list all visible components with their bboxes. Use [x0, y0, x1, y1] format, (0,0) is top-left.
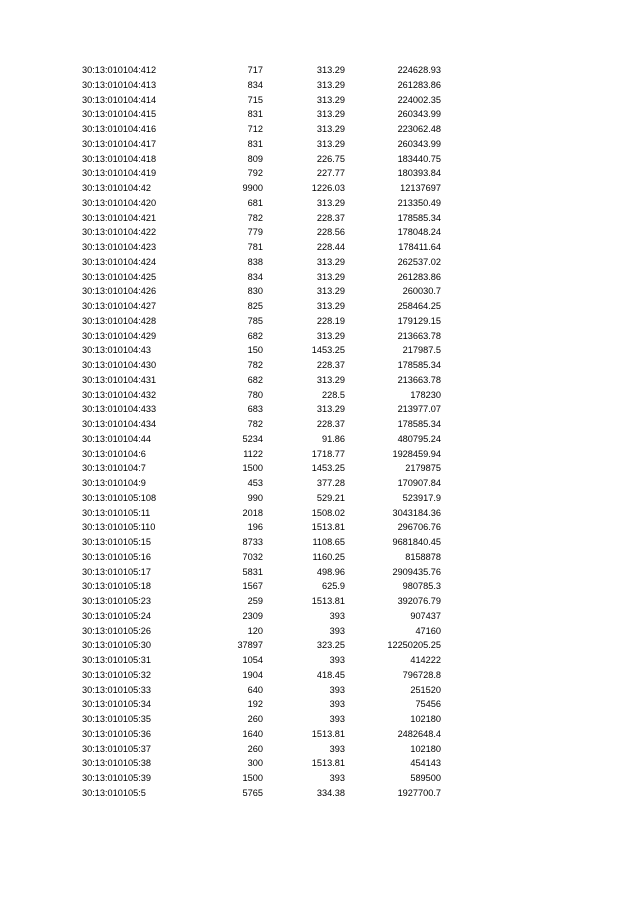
- table-row: [82, 447, 441, 462]
- quantity-cell: 37897: [237, 640, 263, 651]
- amount-cell: 179129.15: [397, 315, 441, 326]
- table-row: [82, 211, 441, 226]
- table-row: [82, 78, 441, 93]
- cadastral-number-cell: 30:13:010104:416: [82, 124, 157, 134]
- quantity-cell: 809: [247, 153, 263, 164]
- table-row: [82, 93, 441, 108]
- rate-cell: 1108.65: [312, 537, 345, 547]
- table-row: [82, 417, 441, 432]
- rate-cell: 313.29: [316, 79, 345, 90]
- quantity-cell: 7032: [242, 551, 263, 562]
- cadastral-number-cell: 30:13:010105:35: [82, 714, 151, 724]
- cadastral-number-cell: 30:13:010105:31: [82, 655, 151, 665]
- amount-cell: 178585.34: [397, 212, 441, 223]
- rate-cell: 313.29: [316, 404, 345, 415]
- amount-cell: 1927700.7: [397, 787, 441, 798]
- amount-cell: 213663.78: [397, 374, 441, 385]
- amount-cell: 102180: [410, 743, 441, 754]
- table-row: [82, 506, 441, 521]
- rate-cell: 1508.02: [311, 507, 345, 518]
- rate-cell: 313.29: [316, 256, 345, 267]
- quantity-cell: 2309: [242, 610, 263, 621]
- quantity-cell: 830: [247, 286, 263, 297]
- quantity-cell: 1567: [242, 581, 263, 592]
- quantity-cell: 831: [247, 138, 263, 149]
- cadastral-number-cell: 30:13:010105:5: [82, 787, 146, 798]
- rate-cell: 418.45: [316, 669, 345, 680]
- quantity-cell: 1640: [242, 728, 263, 739]
- cadastral-number-cell: 30:13:010104:420: [82, 197, 157, 208]
- rate-cell: 313.29: [316, 374, 345, 385]
- cadastral-number-cell: 30:13:010104:433: [82, 404, 157, 415]
- cadastral-number-cell: 30:13:010104:434: [82, 419, 157, 429]
- amount-cell: 589500: [410, 773, 441, 783]
- quantity-cell: 2018: [242, 507, 263, 518]
- quantity-cell: 1500: [242, 463, 263, 474]
- cadastral-number-cell: 30:13:010104:414: [82, 94, 157, 105]
- amount-cell: 392076.79: [397, 596, 441, 606]
- table-row: [82, 712, 441, 727]
- quantity-cell: 682: [247, 374, 263, 385]
- rate-cell: 313.29: [316, 271, 345, 282]
- cadastral-number-cell: 30:13:010105:39: [82, 773, 151, 783]
- rate-cell: 393: [329, 743, 345, 754]
- rate-cell: 529.21: [316, 492, 345, 503]
- quantity-cell: 792: [247, 168, 263, 179]
- cadastral-number-cell: 30:13:010104:7: [82, 463, 146, 474]
- rate-cell: 228.37: [316, 419, 345, 429]
- amount-cell: 183440.75: [397, 153, 441, 164]
- amount-cell: 102180: [410, 714, 441, 724]
- table-row: [82, 461, 441, 476]
- quantity-cell: 5765: [242, 787, 263, 798]
- table-row: [82, 329, 441, 344]
- amount-cell: 2909435.76: [392, 566, 441, 577]
- amount-cell: 178585.34: [397, 419, 441, 429]
- quantity-cell: 260: [247, 743, 263, 754]
- cadastral-number-cell: 30:13:010104:9: [82, 478, 146, 488]
- rate-cell: 498.96: [316, 566, 345, 577]
- cadastral-number-cell: 30:13:010104:415: [82, 109, 157, 120]
- table-row: [82, 270, 441, 285]
- amount-cell: 75456: [415, 699, 441, 710]
- table-row: [82, 122, 441, 137]
- cadastral-number-cell: 30:13:010105:108: [82, 492, 157, 503]
- table-row: [82, 624, 441, 639]
- cadastral-number-cell: 30:13:010104:419: [82, 168, 157, 179]
- quantity-cell: 5831: [242, 566, 263, 577]
- table-row: [82, 137, 441, 152]
- quantity-cell: 834: [247, 271, 263, 282]
- cadastral-number-cell: 30:13:010105:37: [82, 743, 151, 754]
- table-row: [82, 697, 441, 712]
- amount-cell: 12137697: [400, 183, 441, 193]
- amount-cell: 907437: [410, 610, 441, 621]
- rate-cell: 393: [329, 699, 345, 710]
- quantity-cell: 196: [247, 522, 263, 533]
- quantity-cell: 782: [247, 419, 263, 429]
- quantity-cell: 781: [247, 242, 263, 252]
- rate-cell: 313.29: [316, 286, 345, 297]
- table-row: [82, 550, 441, 565]
- quantity-cell: 717: [247, 65, 263, 75]
- rate-cell: 226.75: [316, 153, 345, 164]
- amount-cell: 260030.7: [402, 286, 441, 297]
- table-row: [82, 166, 441, 181]
- rate-cell: 334.38: [316, 787, 345, 798]
- table-row: [82, 314, 441, 329]
- table-row: [82, 343, 441, 358]
- table-row: [82, 727, 441, 742]
- rate-cell: 313.29: [316, 301, 345, 311]
- rate-cell: 228.56: [316, 227, 345, 238]
- quantity-cell: 259: [247, 596, 263, 606]
- amount-cell: 12250205.25: [387, 640, 441, 651]
- table-row: [82, 786, 441, 801]
- quantity-cell: 785: [247, 315, 263, 326]
- rate-cell: 393: [329, 610, 345, 621]
- cadastral-number-cell: 30:13:010105:17: [82, 566, 151, 577]
- table-body: [82, 63, 441, 801]
- rate-cell: 228.37: [316, 360, 345, 370]
- table-row: [82, 609, 441, 624]
- quantity-cell: 681: [247, 197, 263, 208]
- cadastral-number-cell: 30:13:010105:18: [82, 581, 151, 592]
- amount-cell: 213663.78: [397, 330, 441, 341]
- quantity-cell: 780: [247, 389, 263, 400]
- cadastral-number-cell: 30:13:010105:23: [82, 596, 151, 606]
- cadastral-number-cell: 30:13:010104:413: [82, 79, 157, 90]
- cadastral-number-cell: 30:13:010104:424: [82, 256, 157, 267]
- rate-cell: 625.9: [322, 581, 345, 592]
- table-row: [82, 653, 441, 668]
- rate-cell: 313.29: [316, 109, 345, 120]
- cadastral-number-cell: 30:13:010105:24: [82, 610, 151, 621]
- amount-cell: 223062.48: [397, 124, 441, 134]
- quantity-cell: 120: [247, 625, 263, 636]
- quantity-cell: 779: [247, 227, 263, 238]
- rate-cell: 1226.03: [311, 183, 345, 193]
- rate-cell: 91.86: [322, 433, 345, 444]
- rate-cell: 1718.77: [311, 448, 345, 459]
- rate-cell: 1513.81: [311, 522, 345, 533]
- table-row: [82, 476, 441, 491]
- amount-cell: 2482648.4: [397, 728, 441, 739]
- cadastral-number-cell: 30:13:010104:42: [82, 183, 151, 193]
- rate-cell: 1453.25: [311, 345, 345, 356]
- table-row: [82, 284, 441, 299]
- cadastral-number-cell: 30:13:010105:33: [82, 684, 151, 695]
- cadastral-number-cell: 30:13:010104:432: [82, 389, 157, 400]
- table-row: [82, 432, 441, 447]
- table-row: [82, 225, 441, 240]
- cadastral-number-cell: 30:13:010104:430: [82, 360, 157, 370]
- amount-cell: 224002.35: [397, 94, 441, 105]
- quantity-cell: 8733: [242, 537, 263, 547]
- cadastral-number-cell: 30:13:010105:32: [82, 669, 151, 680]
- amount-cell: 180393.84: [397, 168, 441, 179]
- cadastral-number-cell: 30:13:010105:26: [82, 625, 151, 636]
- quantity-cell: 712: [247, 124, 263, 134]
- quantity-cell: 1500: [242, 773, 263, 783]
- cadastral-number-cell: 30:13:010104:417: [82, 138, 157, 149]
- table-row: [82, 638, 441, 653]
- cadastral-number-cell: 30:13:010105:34: [82, 699, 151, 710]
- cadastral-number-cell: 30:13:010104:43: [82, 345, 151, 356]
- cadastral-number-cell: 30:13:010104:431: [82, 374, 157, 385]
- amount-cell: 178585.34: [397, 360, 441, 370]
- quantity-cell: 715: [247, 94, 263, 105]
- rate-cell: 313.29: [316, 138, 345, 149]
- rate-cell: 1513.81: [311, 758, 345, 769]
- quantity-cell: 453: [247, 478, 263, 488]
- quantity-cell: 834: [247, 79, 263, 90]
- table-row: [82, 373, 441, 388]
- quantity-cell: 1122: [243, 448, 263, 459]
- rate-cell: 228.37: [316, 212, 345, 223]
- amount-cell: 47160: [415, 625, 441, 636]
- cadastral-number-cell: 30:13:010105:38: [82, 758, 151, 769]
- rate-cell: 1453.25: [311, 463, 345, 474]
- table-row: [82, 196, 441, 211]
- cadastral-number-cell: 30:13:010104:422: [82, 227, 157, 238]
- table-row: [82, 565, 441, 580]
- amount-cell: 178230: [410, 389, 441, 400]
- amount-cell: 260343.99: [397, 138, 441, 149]
- amount-cell: 8158878: [405, 551, 441, 562]
- amount-cell: 262537.02: [397, 256, 441, 267]
- amount-cell: 178048.24: [397, 227, 441, 238]
- table-row: [82, 579, 441, 594]
- table-row: [82, 491, 441, 506]
- cadastral-number-cell: 30:13:010104:428: [82, 315, 157, 326]
- amount-cell: 261283.86: [397, 271, 441, 282]
- cadastral-number-cell: 30:13:010104:429: [82, 330, 157, 341]
- cadastral-number-cell: 30:13:010104:427: [82, 301, 157, 311]
- table-row: [82, 683, 441, 698]
- table-row: [82, 152, 441, 167]
- cadastral-number-cell: 30:13:010105:15: [82, 537, 151, 547]
- quantity-cell: 683: [247, 404, 263, 415]
- table-row: [82, 520, 441, 535]
- amount-cell: 796728.8: [402, 669, 441, 680]
- rate-cell: 313.29: [316, 197, 345, 208]
- quantity-cell: 682: [247, 330, 263, 341]
- quantity-cell: 782: [247, 212, 263, 223]
- rate-cell: 228.5: [322, 389, 345, 400]
- amount-cell: 414222: [410, 655, 441, 665]
- quantity-cell: 782: [247, 360, 263, 370]
- quantity-cell: 300: [247, 758, 263, 769]
- amount-cell: 1928459.94: [392, 448, 441, 459]
- rate-cell: 377.28: [316, 478, 345, 488]
- quantity-cell: 192: [247, 699, 263, 710]
- rate-cell: 393: [329, 714, 345, 724]
- amount-cell: 217987.5: [402, 345, 441, 356]
- rate-cell: 1513.81: [311, 596, 345, 606]
- cadastral-number-cell: 30:13:010104:421: [82, 212, 157, 223]
- rate-cell: 228.19: [316, 315, 345, 326]
- amount-cell: 260343.99: [397, 109, 441, 120]
- amount-cell: 523917.9: [402, 492, 441, 503]
- amount-cell: 454143: [410, 758, 441, 769]
- quantity-cell: 1054: [242, 655, 263, 665]
- quantity-cell: 9900: [242, 183, 263, 193]
- table-row: [82, 63, 441, 78]
- rate-cell: 228.44: [316, 242, 345, 252]
- amount-cell: 9681840.45: [392, 537, 441, 547]
- cadastral-number-cell: 30:13:010105:36: [82, 728, 151, 739]
- table-row: [82, 358, 441, 373]
- amount-cell: 170907.84: [397, 478, 441, 488]
- table-row: [82, 535, 441, 550]
- amount-cell: 2179875: [405, 463, 441, 474]
- cadastral-number-cell: 30:13:010105:16: [82, 551, 151, 562]
- cadastral-number-cell: 30:13:010104:423: [82, 242, 157, 252]
- amount-cell: 213977.07: [397, 404, 441, 415]
- rate-cell: 393: [329, 773, 345, 783]
- rate-cell: 393: [329, 625, 345, 636]
- table-row: [82, 107, 441, 122]
- cadastral-number-cell: 30:13:010105:110: [82, 522, 156, 533]
- rate-cell: 1160.25: [312, 551, 345, 562]
- amount-cell: 251520: [410, 684, 441, 695]
- quantity-cell: 260: [247, 714, 263, 724]
- cadastral-number-cell: 30:13:010104:6: [82, 448, 146, 459]
- amount-cell: 258464.25: [397, 301, 441, 311]
- amount-cell: 296706.76: [397, 522, 441, 533]
- rate-cell: 313.29: [316, 124, 345, 134]
- cadastral-number-cell: 30:13:010104:412: [82, 65, 157, 75]
- quantity-cell: 825: [247, 301, 263, 311]
- quantity-cell: 150: [247, 345, 263, 356]
- amount-cell: 480795.24: [397, 433, 441, 444]
- amount-cell: 224628.93: [397, 65, 441, 75]
- rate-cell: 1513.81: [311, 728, 345, 739]
- cadastral-number-cell: 30:13:010104:425: [82, 271, 157, 282]
- table-row: [82, 756, 441, 771]
- amount-cell: 261283.86: [397, 79, 441, 90]
- rate-cell: 313.29: [316, 94, 345, 105]
- table-row: [82, 771, 441, 786]
- rate-cell: 323.25: [316, 640, 345, 651]
- table-row: [82, 240, 441, 255]
- cadastral-number-cell: 30:13:010104:418: [82, 153, 157, 164]
- quantity-cell: 1904: [242, 669, 263, 680]
- quantity-cell: 838: [247, 256, 263, 267]
- table-row: [82, 594, 441, 609]
- cadastral-number-cell: 30:13:010104:44: [82, 433, 151, 444]
- table-row: [82, 388, 441, 403]
- table-row: [82, 181, 441, 196]
- cadastral-number-cell: 30:13:010105:11: [82, 507, 151, 518]
- quantity-cell: 831: [247, 109, 263, 120]
- table-row: [82, 255, 441, 270]
- amount-cell: 3043184.36: [392, 507, 441, 518]
- cadastral-number-cell: 30:13:010105:30: [82, 640, 151, 651]
- rate-cell: 393: [329, 684, 345, 695]
- rate-cell: 393: [329, 655, 345, 665]
- rate-cell: 313.29: [316, 330, 345, 341]
- quantity-cell: 640: [247, 684, 263, 695]
- amount-cell: 980785.3: [402, 581, 441, 592]
- quantity-cell: 990: [247, 492, 263, 503]
- table-row: [82, 299, 441, 314]
- cadastral-number-cell: 30:13:010104:426: [82, 286, 157, 297]
- table-row: [82, 742, 441, 757]
- rate-cell: 227.77: [316, 168, 345, 179]
- table-row: [82, 668, 441, 683]
- quantity-cell: 5234: [242, 433, 263, 444]
- amount-cell: 213350.49: [397, 197, 441, 208]
- data-table: [82, 63, 441, 801]
- rate-cell: 313.29: [316, 65, 345, 75]
- amount-cell: 178411.64: [398, 242, 441, 252]
- table-row: [82, 402, 441, 417]
